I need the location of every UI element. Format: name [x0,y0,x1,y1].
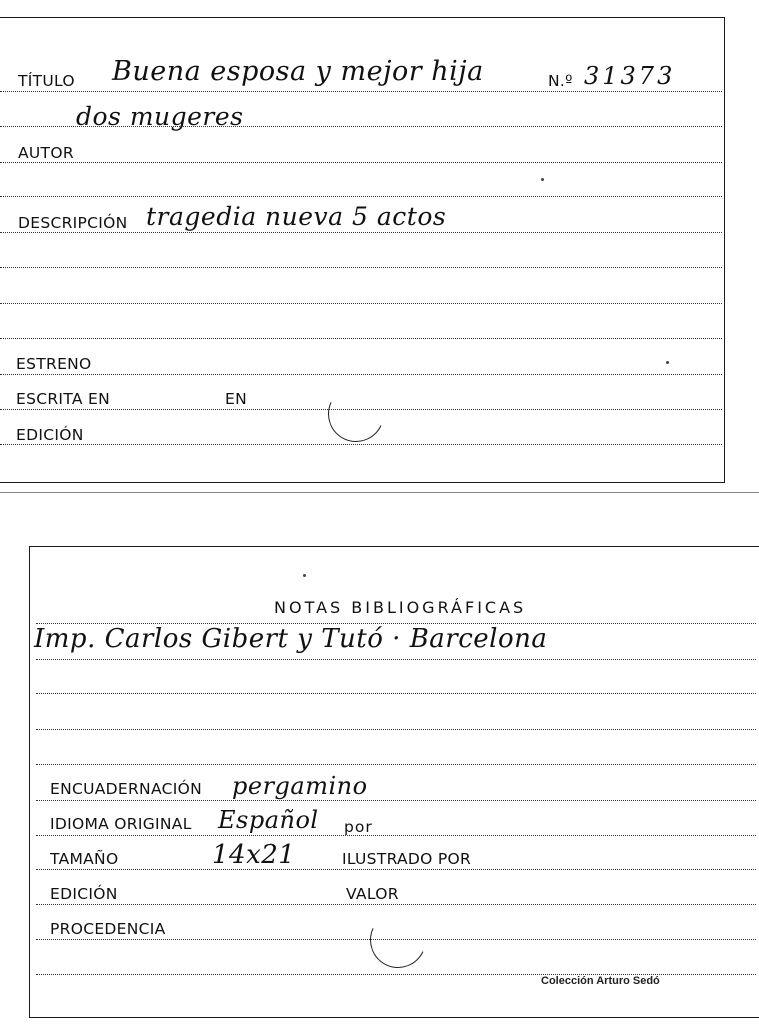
numero-label: N.º [548,72,573,90]
rule-line [0,196,722,197]
dust-speck [666,361,669,364]
tamano-label: TAMAÑO [50,850,119,868]
rule-line [36,869,756,870]
procedencia-label: PROCEDENCIA [50,920,166,938]
ilustrado-por-label: ILUSTRADO POR [342,850,472,868]
titulo-label: TÍTULO [18,72,75,90]
edicion-label-bottom: EDICIÓN [50,885,118,903]
notas-value: Imp. Carlos Gibert y Tutó · Barcelona [34,624,548,654]
tamano-value: 14x21 [212,840,296,870]
numero-value: 31373 [584,62,676,90]
rule-line [36,693,756,694]
por-label: por [344,818,373,836]
edicion-label: EDICIÓN [16,426,84,444]
en-label: EN [225,390,247,408]
dust-speck [541,178,544,181]
rule-line [36,729,756,730]
rule-line [0,162,722,163]
rule-line [0,374,722,375]
escrita-en-label: ESCRITA EN [16,390,110,408]
encuadernacion-label: ENCUADERNACIÓN [50,780,202,798]
dust-speck [303,574,306,577]
encuadernacion-value: pergamino [232,772,368,800]
rule-line [0,91,722,92]
rule-line [0,444,722,445]
idioma-original-label: IDIOMA ORIGINAL [50,815,192,833]
descripcion-label: DESCRIPCIÓN [18,214,128,232]
idioma-original-value: Español [218,806,319,834]
valor-label: VALOR [346,885,399,903]
rule-line [36,800,756,801]
rule-line [36,904,756,905]
rule-line [0,232,722,233]
collection-stamp: Colección Arturo Sedó [541,975,660,987]
autor-label: AUTOR [18,144,74,162]
notas-heading: NOTAS BIBLIOGRÁFICAS [274,598,527,617]
descripcion-value: tragedia nueva 5 actos [146,202,447,231]
rule-line [36,764,756,765]
rule-line [0,267,722,268]
rule-line [0,303,722,304]
rule-line [36,659,756,660]
titulo-continuation: dos mugeres [76,102,244,131]
titulo-value: Buena esposa y mejor hija [112,56,484,87]
card-separator [0,492,759,493]
estreno-label: ESTRENO [16,355,92,373]
rule-line [0,338,722,339]
rule-line [36,835,756,836]
